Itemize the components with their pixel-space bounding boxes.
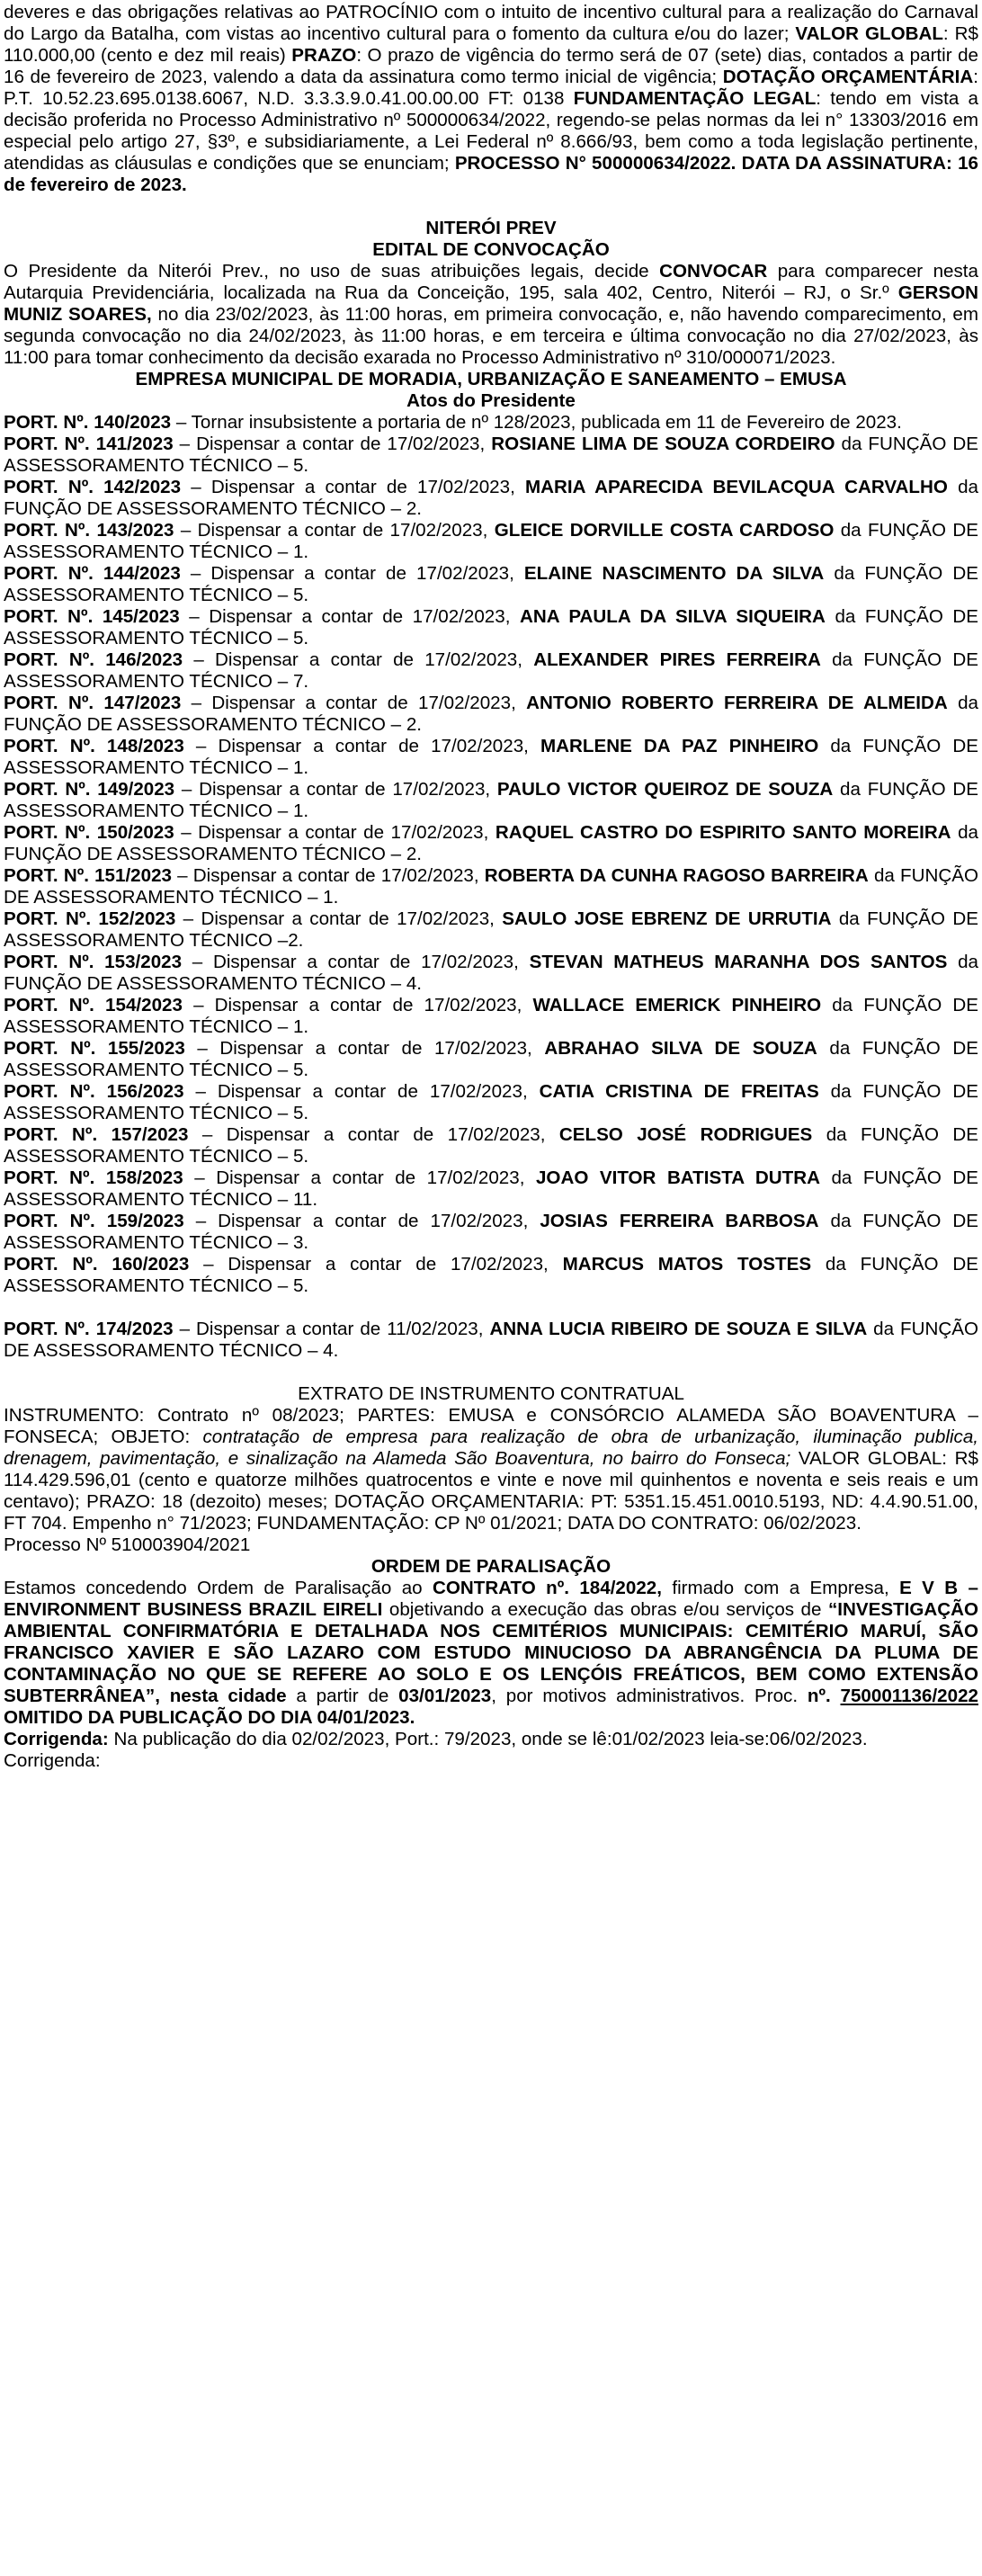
text: ALEXANDER PIRES FERREIRA: [533, 649, 821, 670]
text: da FUNÇÃO DE ASSESSORAMENTO TÉCNICO – 5.: [4, 1254, 978, 1296]
text: nº.: [807, 1686, 831, 1706]
text: VALOR GLOBAL: R$ 114.429.596,01 (cento e quatorze milhões quatrocentos e vinte e nove mil quinhentos e noventa e seis reais e um centavo); PRAZO: 18 (dezoito) meses; DOTAÇÃO ORÇAMENTARIA: PT: 5351.15.451.0010.5193, ND: 4.4.90.51.00, FT 704. Empenho n° 71/2023; FUNDAMENTAÇÃO: CP Nº 01/2021; DATA DO CONTRATO: 06/02/2023.: [4, 1448, 978, 1534]
portaria-item: [4, 779, 978, 822]
text: , por motivos administrativos. Proc.: [491, 1686, 808, 1706]
text: PORT. Nº. 160/2023: [4, 1254, 190, 1275]
text: – Dispensar a contar de 17/02/2023,: [181, 477, 525, 497]
text: PORT. Nº. 155/2023: [4, 1038, 185, 1059]
text: PORT. Nº. 147/2023: [4, 693, 182, 713]
section-title-paralisacao: ORDEM DE PARALISAÇÃO: [370, 1556, 612, 1577]
portaria-item: [4, 952, 978, 995]
text: PORT. Nº. 140/2023: [4, 412, 172, 433]
text: GERSON MUNIZ SOARES,: [4, 282, 978, 325]
text: da FUNÇÃO DE ASSESSORAMENTO TÉCNICO – 2.: [4, 822, 978, 864]
text: ANTONIO ROBERTO FERREIRA DE ALMEIDA: [526, 693, 948, 713]
text: PORT. Nº. 150/2023: [4, 822, 174, 843]
text: RAQUEL CASTRO DO ESPIRITO SANTO MOREIRA: [495, 822, 951, 843]
portaria-item: [4, 865, 978, 908]
edital-paragraph: [4, 261, 978, 369]
spacer: [4, 196, 978, 218]
text: da FUNÇÃO DE ASSESSORAMENTO TÉCNICO – 5.: [4, 563, 978, 605]
portaria-item: [4, 1254, 978, 1297]
text: da FUNÇÃO DE ASSESSORAMENTO TÉCNICO –2.: [4, 908, 978, 951]
text: da FUNÇÃO DE ASSESSORAMENTO TÉCNICO – 1.: [4, 995, 978, 1037]
text: contratação de empresa para realização de obra de urbanização, iluminação publica, drenagem, pavimentação, e sinalização na Alameda São Boaventura, no bairro do Fonseca;: [4, 1427, 979, 1469]
section-title-niteroi-prev: NITERÓI PREV: [425, 218, 557, 238]
text: PAULO VICTOR QUEIROZ DE SOUZA: [496, 779, 834, 800]
text: MARLENE DA PAZ PINHEIRO: [540, 736, 819, 756]
portaria-item: [4, 520, 978, 563]
text: VALOR GLOBAL: [795, 23, 943, 44]
text: da FUNÇÃO DE ASSESSORAMENTO TÉCNICO – 4.: [4, 1319, 979, 1361]
text: ANA PAULA DA SILVA SIQUEIRA: [519, 606, 826, 627]
text: “INVESTIGAÇÃO AMBIENTAL CONFIRMATÓRIA E DETALHADA NOS CEMITÉRIOS MUNICIPAIS: CEMITÉRIO MARUÍ, SÃO FRANCISCO XAVIER E SÃO LAZARO COM ESTUDO MINUCIOSO DA ABRANGÊNCIA DA PLUMA DE CONTAMINAÇÃO NO QUE SE REFERE AO SOLO E OS LENÇÓIS FREÁTICOS, BEM COMO EXTENSÃO SUBTERRÂNEA”, nesta cidade: [4, 1599, 979, 1706]
text: GLEICE DORVILLE COSTA CARDOSO: [494, 520, 835, 541]
portarias-list: [4, 412, 978, 1297]
text: Estamos concedendo Ordem de Paralisação ao: [4, 1578, 433, 1598]
text: da FUNÇÃO DE ASSESSORAMENTO TÉCNICO – 5.: [4, 434, 978, 476]
text: da FUNÇÃO DE ASSESSORAMENTO TÉCNICO – 5.: [4, 606, 978, 648]
text: SAULO JOSE EBRENZ DE URRUTIA: [502, 908, 832, 929]
text: – Dispensar a contar de 17/02/2023,: [174, 520, 495, 541]
text: – Dispensar a contar de 17/02/2023,: [183, 1211, 540, 1231]
text: MARCUS MATOS TOSTES: [562, 1254, 812, 1275]
text: – Dispensar a contar de 17/02/2023,: [189, 1254, 563, 1275]
text: – Dispensar a contar de 17/02/2023,: [182, 995, 533, 1015]
portaria-item: [4, 412, 978, 434]
text: – Dispensar a contar de 17/02/2023,: [183, 1167, 536, 1188]
text: CATIA CRISTINA DE FREITAS: [539, 1081, 819, 1102]
text: – Dispensar a contar de 17/02/2023,: [172, 865, 485, 886]
text: da FUNÇÃO DE ASSESSORAMENTO TÉCNICO – 4.: [4, 952, 979, 994]
text: STEVAN MATHEUS MARANHA DOS SANTOS: [529, 952, 948, 972]
text: PORT. Nº. 146/2023: [4, 649, 183, 670]
text: WALLACE EMERICK PINHEIRO: [532, 995, 822, 1015]
section-title-extrato: EXTRATO DE INSTRUMENTO CONTRATUAL: [298, 1383, 684, 1404]
text: : tendo em vista a decisão proferida no Processo Administrativo nº 500000634/2022, regendo-se pelas normas da lei n° 13303/2016 em especial pelo artigo 27, §3º, e subsidiariamente, a Lei Federal nº 8.666/93, bem como a toda legislação pertinente, atendidas as cláusulas e condições que se enunciam;: [4, 88, 978, 174]
text: – Dispensar a contar de 17/02/2023,: [180, 563, 524, 584]
portaria-item: [4, 606, 978, 649]
text: PORT. Nº. 144/2023: [4, 563, 181, 584]
text: – Dispensar a contar de 17/02/2023,: [173, 434, 492, 454]
text: da FUNÇÃO DE ASSESSORAMENTO TÉCNICO – 1.: [4, 779, 978, 821]
section-title-emusa: EMPRESA MUNICIPAL DE MORADIA, URBANIZAÇÃO E SANEAMENTO – EMUSA: [135, 369, 847, 389]
text: – Dispensar a contar de 17/02/2023,: [175, 908, 503, 929]
portaria-item: [4, 995, 978, 1038]
text: ROBERTA DA CUNHA RAGOSO BARREIRA: [484, 865, 869, 886]
portaria-item: [4, 1038, 978, 1081]
portaria-item: [4, 822, 978, 865]
text: DOTAÇÃO ORÇAMENTÁRIA: [722, 67, 974, 87]
portaria-item: [4, 477, 978, 520]
text: MARIA APARECIDA BEVILACQUA CARVALHO: [525, 477, 948, 497]
portaria-item: [4, 1081, 978, 1124]
text: Corrigenda:: [4, 1750, 101, 1771]
text: – Dispensar a contar de 17/02/2023,: [183, 1081, 540, 1102]
portaria-item: [4, 434, 978, 477]
text: da FUNÇÃO DE ASSESSORAMENTO TÉCNICO – 11.: [4, 1167, 978, 1210]
text: objetivando a execução das obras e/ou serviços de: [382, 1599, 828, 1620]
text: : O prazo de vigência do termo será de 07 (sete) dias, contados a partir de 16 de fevereiro de 2023, valendo a data da assinatura como termo inicial de vigência;: [4, 45, 978, 87]
text: PORT. Nº. 158/2023: [4, 1167, 183, 1188]
text: – Dispensar a contar de 17/02/2023,: [183, 649, 534, 670]
text: PORT. Nº. 153/2023: [4, 952, 183, 972]
portaria-item: [4, 1124, 978, 1167]
text: firmado com a Empresa,: [661, 1578, 900, 1598]
spacer: [4, 1297, 978, 1319]
text: – Tornar insubsistente a portaria de nº 128/2023, publicada em 11 de Fevereiro de 2023.: [171, 412, 902, 433]
text: PORT. Nº. 145/2023: [4, 606, 180, 627]
text: PORT. Nº. 159/2023: [4, 1211, 184, 1231]
text: ELAINE NASCIMENTO DA SILVA: [523, 563, 825, 584]
text: 03/01/2023: [398, 1686, 492, 1706]
text: OMITIDO DA PUBLICAÇÃO DO DIA 04/01/2023.: [4, 1707, 415, 1728]
text: a partir de: [286, 1686, 399, 1706]
text: – Dispensar a contar de 17/02/2023,: [183, 736, 540, 756]
text: JOSIAS FERREIRA BARBOSA: [540, 1211, 819, 1231]
extrato-processo: Processo Nº 510003904/2021: [4, 1534, 251, 1555]
section-subtitle-atos: Atos do Presidente: [406, 390, 576, 411]
text: PORT. Nº. 141/2023: [4, 434, 174, 454]
text: da FUNÇÃO DE ASSESSORAMENTO TÉCNICO – 1.: [4, 865, 978, 908]
text: – Dispensar a contar de 17/02/2023,: [179, 606, 520, 627]
paralisacao-paragraph: [4, 1578, 978, 1729]
text: PORT. Nº. 151/2023: [4, 865, 172, 886]
text: da FUNÇÃO DE ASSESSORAMENTO TÉCNICO – 1.: [4, 520, 978, 562]
text: da FUNÇÃO DE ASSESSORAMENTO TÉCNICO – 5.: [4, 1124, 978, 1167]
text: – Dispensar a contar de 17/02/2023,: [174, 822, 495, 843]
text: – Dispensar a contar de 17/02/2023,: [182, 952, 530, 972]
text: O Presidente da Niterói Prev., no uso de suas atribuições legais, decide: [4, 261, 660, 282]
portaria-item: [4, 908, 978, 952]
text: CONVOCAR: [659, 261, 768, 282]
text: E V B – ENVIRONMENT BUSINESS BRAZIL EIRELI: [4, 1578, 979, 1620]
portaria-item: [4, 1211, 978, 1254]
corrigenda-1: [4, 1729, 978, 1750]
text: INSTRUMENTO: Contrato nº 08/2023; PARTES: EMUSA e CONSÓRCIO ALAMEDA SÃO BOAVENTURA – FONSECA; OBJETO:: [4, 1405, 978, 1447]
text: – Dispensar a contar de 17/02/2023,: [174, 779, 497, 800]
text: PORT. Nº. 157/2023: [4, 1124, 189, 1145]
text: PORT. Nº. 148/2023: [4, 736, 184, 756]
text: PRAZO: [291, 45, 357, 66]
text: PORT. Nº. 154/2023: [4, 995, 183, 1015]
text: PORT. Nº. 149/2023: [4, 779, 175, 800]
text: Na publicação do dia 02/02/2023, Port.: 79/2023, onde se lê:01/02/2023 leia-se:06/02/2023.: [108, 1729, 868, 1749]
portaria-item: [4, 649, 978, 693]
text: – Dispensar a contar de 17/02/2023,: [184, 1038, 545, 1059]
text: da FUNÇÃO DE ASSESSORAMENTO TÉCNICO – 5.: [4, 1038, 978, 1080]
text: da FUNÇÃO DE ASSESSORAMENTO TÉCNICO – 7.: [4, 649, 979, 692]
text: [831, 1686, 841, 1706]
text: FUNDAMENTAÇÃO LEGAL: [573, 88, 817, 109]
portaria-174: [4, 1319, 978, 1362]
text: 750001136/2022: [840, 1686, 978, 1706]
text: da FUNÇÃO DE ASSESSORAMENTO TÉCNICO – 5.: [4, 1081, 978, 1123]
text: deveres e das obrigações relativas ao PATROCÍNIO com o intuito de incentivo cultural para a realização do Carnaval do Largo da Batalha, com vistas ao incentivo cultural para o fomento da cultura e/ou do lazer;: [4, 2, 978, 44]
text: ROSIANE LIMA DE SOUZA CORDEIRO: [491, 434, 835, 454]
text: JOAO VITOR BATISTA DUTRA: [535, 1167, 820, 1188]
text: – Dispensar a contar de 17/02/2023,: [188, 1124, 559, 1145]
text: PORT. Nº. 152/2023: [4, 908, 176, 929]
corrigenda-2: [4, 1750, 978, 1772]
text: no dia 23/02/2023, às 11:00 horas, em primeira convocação, e, não havendo comparecimento, em segunda convocação no dia 24/02/2023, às 11:00 horas, e em terceira e última convocação no dia 27/02/2023, às 11:00 para tomar conhecimento da decisão exarada no Processo Administrativo nº 310/000071/2023.: [4, 304, 978, 368]
text: ABRAHAO SILVA DE SOUZA: [544, 1038, 817, 1059]
section-subtitle-edital: EDITAL DE CONVOCAÇÃO: [372, 239, 610, 260]
text: PROCESSO N° 500000634/2022. DATA DA ASSINATURA: 16 de fevereiro de 2023.: [4, 153, 978, 195]
portaria-item: [4, 563, 978, 606]
text: – Dispensar a contar de 17/02/2023,: [181, 693, 527, 713]
text: Corrigenda:: [4, 1729, 109, 1749]
text: da FUNÇÃO DE ASSESSORAMENTO TÉCNICO – 2.: [4, 693, 978, 735]
text: da FUNÇÃO DE ASSESSORAMENTO TÉCNICO – 2.: [4, 477, 978, 519]
text: CELSO JOSÉ RODRIGUES: [558, 1124, 813, 1145]
text: PORT. Nº. 142/2023: [4, 477, 182, 497]
portaria-item: [4, 736, 978, 779]
top-paragraph: [4, 2, 978, 196]
text: para comparecer nesta Autarquia Previdenciária, localizada na Rua da Conceição, 195, sala 402, Centro, Niterói – RJ, o Sr.º: [4, 261, 978, 303]
text: PORT. Nº. 156/2023: [4, 1081, 184, 1102]
text: ANNA LUCIA RIBEIRO DE SOUZA E SILVA: [489, 1319, 868, 1339]
text: da FUNÇÃO DE ASSESSORAMENTO TÉCNICO – 1.: [4, 736, 978, 778]
portaria-item: [4, 693, 978, 736]
portaria-item: [4, 1167, 978, 1211]
text: CONTRATO nº. 184/2022,: [432, 1578, 662, 1598]
extrato-paragraph: [4, 1405, 978, 1534]
text: da FUNÇÃO DE ASSESSORAMENTO TÉCNICO – 3.: [4, 1211, 978, 1253]
text: : R$ 110.000,00 (cento e dez mil reais): [4, 23, 978, 66]
text: : P.T. 10.52.23.695.0138.6067, N.D. 3.3.3.9.0.41.00.00.00 FT: 0138: [4, 67, 978, 109]
text: PORT. Nº. 174/2023: [4, 1319, 174, 1339]
text: – Dispensar a contar de 11/02/2023,: [173, 1319, 490, 1339]
text: PORT. Nº. 143/2023: [4, 520, 174, 541]
spacer: [4, 1362, 978, 1383]
